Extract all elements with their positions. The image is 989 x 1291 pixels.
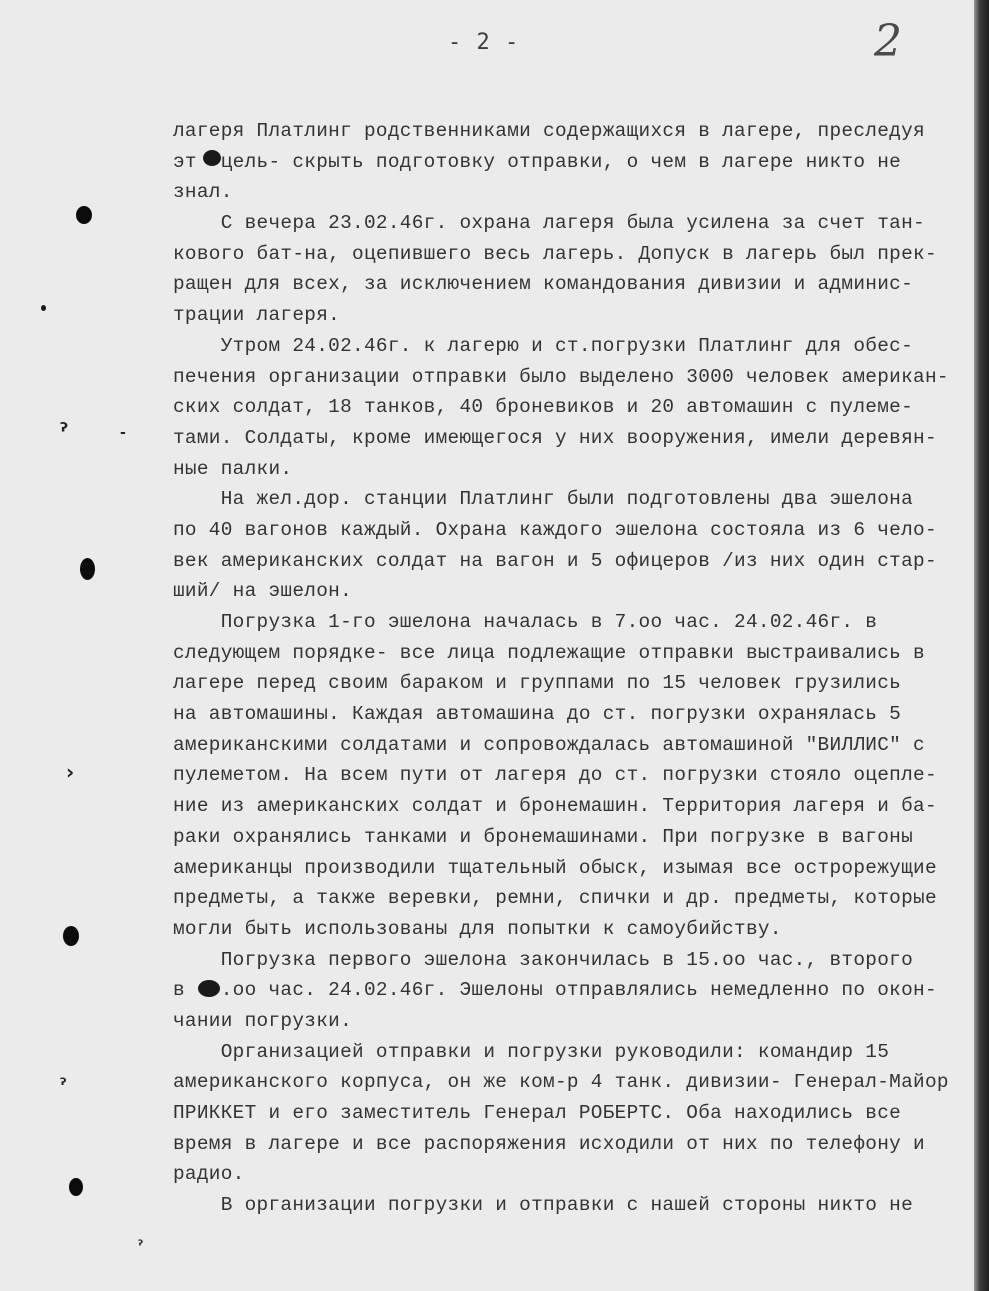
text-line: лагеря Платлинг родственниками содержащихся в лагере, преследуя [173, 120, 925, 142]
text-line: знал. [173, 181, 233, 204]
text-line: чании погрузки. [173, 1009, 353, 1032]
text-line: ПРИККЕТ и его заместитель Генерал РОБЕРТС. Оба находились все [173, 1102, 902, 1124]
text-line: пулеметом. На всем пути от лагеря до ст. погрузки стояло оцепле- [173, 764, 937, 787]
text-line: раки охранялись танками и бронемашинами. При погрузке в вагоны [173, 825, 914, 848]
text-line: ший/ на эшелон. [173, 580, 353, 603]
text-line: В организации погрузки и отправки с нашей стороны никто не [173, 1194, 914, 1217]
margin-mark: - [120, 425, 126, 441]
punch-hole [69, 1178, 83, 1196]
text-line: С вечера 23.02.46г. охрана лагеря была усилена за счет тан- [173, 212, 925, 235]
text-line: ные палки. [173, 457, 293, 480]
text-line: американского корпуса, он же ком-р 4 танк. дивизии- Генерал-Майор [173, 1071, 949, 1094]
ink-speck [41, 305, 46, 311]
text-line: американцы производили тщательный обыск, изымая все острорежущие [173, 856, 937, 879]
text-line: ние из американских солдат и бронемашин. Территория лагеря и ба- [173, 795, 937, 818]
document-body [173, 116, 963, 1221]
text-line: Организацией отправки и погрузки руководили: командир 15 [173, 1040, 890, 1063]
text-line: следующем порядке- все лица подлежащие отправки выстраивались в [173, 641, 925, 664]
page-number: - 2 - [448, 30, 520, 55]
text-line: трации лагеря. [173, 304, 341, 327]
text-line: ских солдат, 18 танков, 40 броневиков и 20 автомашин с пулеме- [173, 396, 914, 419]
text-line: на автомашины. Каждая автомашина до ст. погрузки охранялась 5 [173, 703, 902, 726]
text-line: предметы, а также веревки, ремни, спички и др. предметы, которые [173, 887, 937, 910]
text-line: Погрузка первого эшелона закончилась в 15.оо час., второго [173, 948, 914, 971]
margin-mark: ˀ [60, 420, 68, 445]
handwritten-page-number: 2 [874, 16, 902, 67]
text-line: век американских солдат на вагон и 5 офицеров /из них один стар- [173, 549, 937, 572]
text-line: эт цель- скрыть подготовку отправки, о чем в лагере никто не [173, 150, 902, 173]
text-line: в .оо час. 24.02.46г. Эшелоны отправлялись немедленно по окон- [173, 979, 937, 1002]
text-line: На жел.дор. станции Платлинг были подготовлены два эшелона [173, 488, 914, 511]
text-line: могли быть использованы для попытки к самоубийству. [173, 917, 782, 940]
margin-mark: ˀ [138, 1238, 143, 1254]
text-line: по 40 вагонов каждый. Охрана каждого эшелона состояла из 6 чело- [173, 518, 937, 541]
text-line: Погрузка 1-го эшелона началась в 7.оо час. 24.02.46г. в [173, 611, 878, 633]
text-line: время в лагере и все распоряжения исходили от них по телефону и [173, 1132, 925, 1155]
scan-edge [974, 0, 989, 1291]
text-line: американскими солдатами и сопровождалась автомашиной "ВИЛЛИС" с [173, 733, 925, 756]
text-line: печения организации отправки было выделено 3000 человек американ- [173, 365, 949, 388]
margin-mark: ˀ [60, 1075, 66, 1096]
punch-hole [63, 926, 79, 946]
margin-mark: › [66, 760, 75, 784]
punch-hole [76, 206, 92, 224]
text-line: радио. [173, 1163, 245, 1186]
text-line: Утром 24.02.46г. к лагерю и ст.погрузки Платлинг для обес- [173, 334, 914, 357]
punch-hole [80, 558, 95, 580]
text-line: ращен для всех, за исключением командования дивизии и админис- [173, 273, 914, 296]
text-line: лагере перед своим бараком и группами по 15 человек грузились [173, 672, 902, 695]
text-line: кового бат-на, оцепившего весь лагерь. Допуск в лагерь был прек- [173, 242, 937, 265]
text-line: тами. Солдаты, кроме имеющегося у них вооружения, имели деревян- [173, 426, 937, 449]
